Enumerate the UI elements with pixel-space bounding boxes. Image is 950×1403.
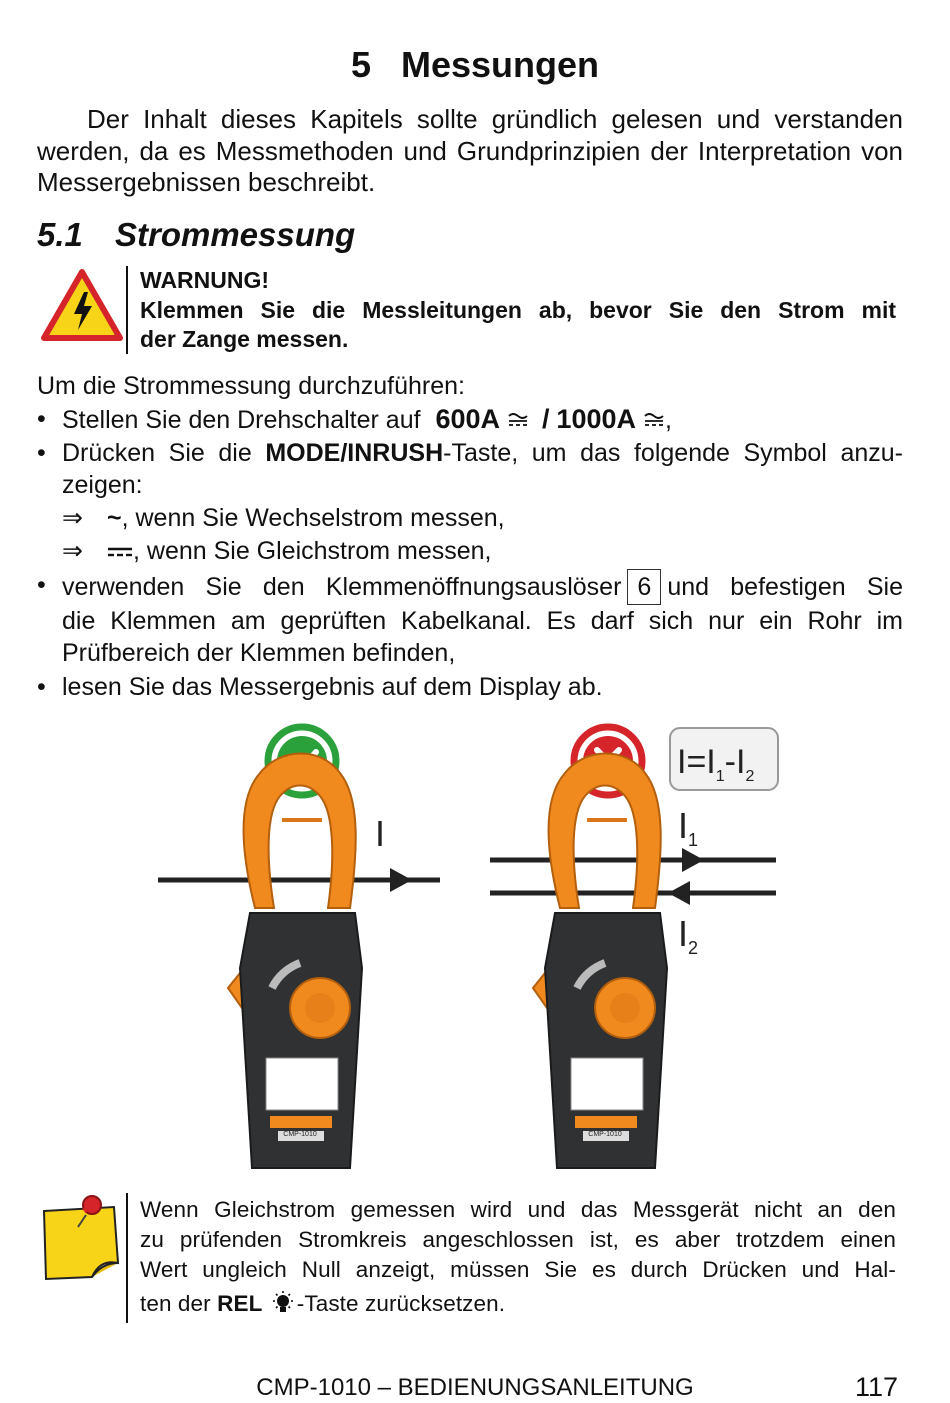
bullet: • (37, 405, 46, 433)
section-title-text: Strommessung (115, 216, 356, 253)
implies-arrow: ⇒ (62, 504, 83, 532)
implies-arrow: ⇒ (62, 537, 83, 565)
warning-line-1: Klemmen Sie die Messleitungen ab, bevor Sie den Strom mit (140, 296, 896, 323)
trigger-reference-box: 6 (627, 569, 661, 605)
current-label: I (375, 813, 386, 854)
chapter-title-text: Messungen (401, 44, 600, 85)
range-1000a: 1000A (556, 404, 636, 434)
footer-title: CMP-1010 – BEDIENUNGSANLEITUNG (256, 1374, 694, 1401)
current-arrow-2 (668, 881, 690, 905)
clamp-measurement-figure (150, 718, 790, 1180)
section-number: 5.1 (37, 216, 83, 253)
formula-text: $I=I_1-I_2$ (677, 743, 755, 785)
warning-text (140, 266, 896, 355)
model-label: CMP-1010 (588, 1131, 622, 1138)
list-item: • Drücken Sie die MODE/INRUSH-Taste, um das folgende Symbol anzu- zeigen: (37, 439, 903, 499)
rel-key: REL (217, 1291, 263, 1316)
list-item: • verwenden Sie den Klemmenöffnungsauslöser 6 und befestigen Sie die Klemmen am geprüften Kabelkanal. Es darf sich nur ein Rohr im Prüfbereich der Klemmen befinden, (37, 571, 903, 667)
ac-dc-symbol-icon (507, 412, 529, 428)
ac-symbol-icon: ~ (107, 504, 122, 532)
high-voltage-warning-icon (40, 268, 124, 342)
current-arrow-1 (682, 848, 704, 872)
current-arrow (390, 868, 412, 892)
page-number: 117 (855, 1372, 899, 1402)
clamp-meter-correct (228, 753, 362, 1168)
note-divider (126, 1193, 128, 1323)
lead-text: Um die Strommessung durchzuführen: (37, 372, 465, 400)
sub-item-dc: ⇒ , wenn Sie Gleichstrom messen, (62, 537, 492, 565)
model-label: CMP-1010 (283, 1131, 317, 1138)
warning-line-2: der Zange messen. (140, 326, 349, 352)
light-bulb-icon (269, 1290, 297, 1316)
section-title (37, 216, 355, 254)
list-item: • Stellen Sie den Drehschalter auf 600A / 1000A , (37, 404, 672, 434)
bullet: • (37, 673, 46, 701)
sub-item-ac: ⇒ ~, wenn Sie Wechselstrom messen, (62, 504, 505, 532)
clamp-meter-incorrect (533, 753, 667, 1168)
current-label-1: $I_1$ (678, 805, 699, 850)
chapter-number: 5 (350, 44, 371, 85)
note-pin-icon (40, 1193, 124, 1283)
warning-title: WARNUNG! (140, 267, 270, 293)
current-label-2: $I_2$ (678, 913, 699, 958)
dc-symbol-icon (107, 545, 133, 559)
ac-dc-symbol-icon (643, 412, 665, 428)
intro-paragraph: Der Inhalt dieses Kapitels sollte gründlich gelesen und verstanden werden, da es Messmethoden und Grundprinzipien der Interpretation von Messergebnissen beschreibt. (37, 104, 903, 197)
range-600a: 600A (435, 404, 501, 434)
list-item: • lesen Sie das Messergebnis auf dem Display ab. (37, 673, 603, 701)
bullet: • (37, 439, 46, 467)
mode-inrush-key: MODE/INRUSH (265, 439, 444, 467)
chapter-title (0, 44, 950, 86)
note-text: Wenn Gleichstrom gemessen wird und das Messgerät nicht an den zu prüfenden Stromkreis angeschlossen ist, es aber trotzdem einen Wert ungleich Null anzeigt, müssen Sie es durch Drücken und Hal- ten der REL -Taste zurücksetzen. (140, 1197, 896, 1316)
bullet: • (37, 571, 46, 599)
